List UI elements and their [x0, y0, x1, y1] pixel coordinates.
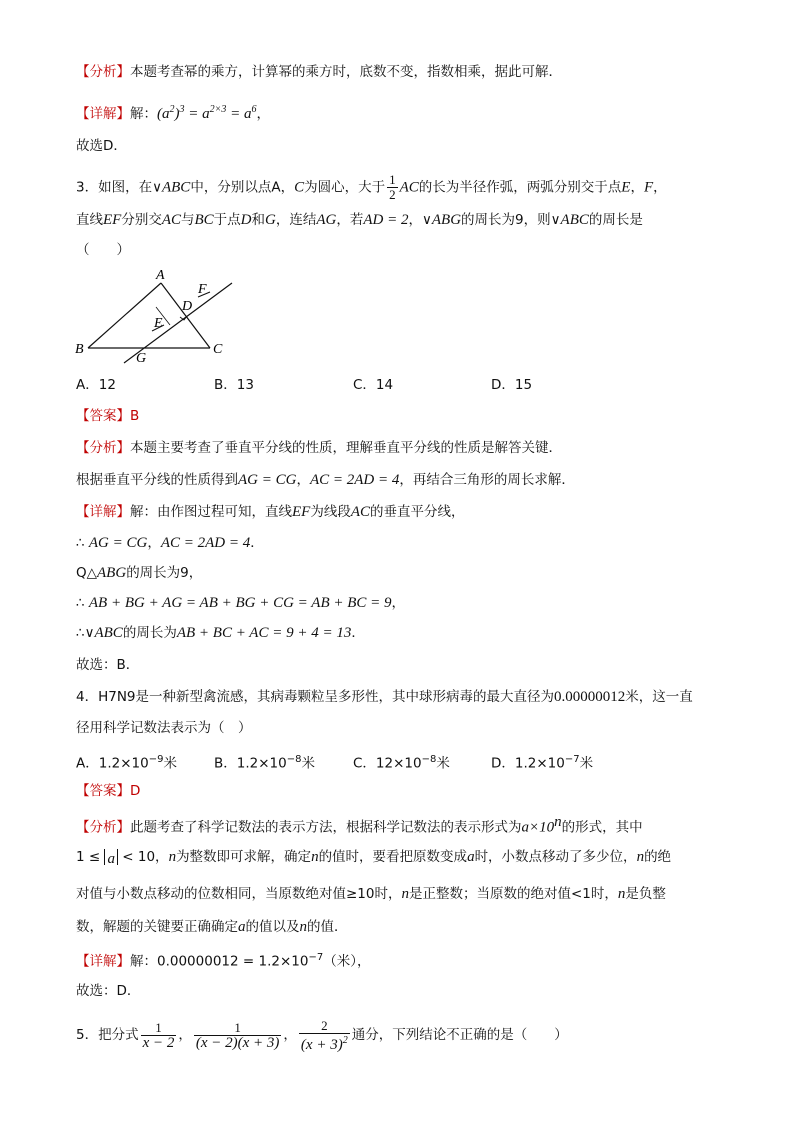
q3-option-a: A．12: [76, 377, 116, 393]
q4-option-b: B．$1.2\times 10^{-8}$米: [214, 754, 315, 772]
q4-conclusion: 故选：D．: [76, 983, 141, 999]
label-f: F: [198, 282, 207, 297]
label-c: C: [213, 342, 223, 357]
q4-analysis-4: 数，解题的关键要正确确定a的值以及n的值．: [76, 919, 348, 935]
q3-analysis-2: 根据垂直平分线的性质得到AG = CG，AC = 2AD = 4，再结合三角形的周长求解．: [76, 472, 575, 488]
fraction-3: $\frac{2}{(x + 3)^2}$: [300, 1017, 348, 1053]
q4-analysis-1: 【分析】此题考查了科学记数法的表示方法，根据科学记数法的表示形式为$a\times 10^n$的形式，其中: [76, 814, 643, 836]
q3-stem-line3: （ ）: [76, 242, 130, 258]
q3-step-2: Q△ABG的周长为9，: [76, 565, 203, 581]
fraction-2: $\frac{1}{(x - 2)(x + 3)}$: [195, 1019, 280, 1051]
analysis-tag: 【分析】: [76, 64, 130, 80]
q4-analysis-3: 对值与小数点移动的位数相同，当原数绝对值≥10时，n是正整数；当原数的绝对值<1时，n是负整: [76, 886, 666, 902]
label-e: E: [154, 316, 163, 331]
detail-tag: 【详解】: [76, 106, 130, 122]
q4-analysis-2: 1 ≤ a < 10，n为整数即可求解，确定n的值时，要看把原数变成a时，小数点移动了多少位，n的绝: [76, 849, 672, 867]
q3-option-c: C．14: [353, 377, 394, 393]
label-b: B: [75, 342, 84, 357]
q3-step-3: ∴ AB + BG + AG = AB + BG + CG = AB + BC = 9，: [76, 595, 406, 611]
label-a: A: [156, 268, 165, 283]
q2-analysis: 【分析】本题考查幂的乘方，计算幂的乘方时，底数不变，指数相乘，据此可解．: [76, 64, 562, 80]
q3-step-4: ∴∨ABC的周长为AB + BC + AC = 9 + 4 = 13．: [76, 625, 365, 641]
q3-detail-1: 【详解】解：由作图过程可知，直线EF为线段AC的垂直平分线，: [76, 504, 465, 520]
q3-stem-line2: 直线EF分别交AC与BC于点D和G，连结AG，若AD = 2，∨ABG的周长为9，则∨ABC的周长是: [76, 212, 643, 228]
q3-conclusion: 故选：B．: [76, 657, 140, 673]
label-d: D: [182, 299, 193, 314]
label-g: G: [136, 351, 147, 366]
fraction-1: $\frac{1}{x - 2}$: [142, 1019, 175, 1051]
q4-answer: 【答案】D: [76, 783, 141, 799]
q4-detail: 【详解】解：$0.00000012 = 1.2\times 10^{-7}$（米），: [76, 952, 371, 970]
q2-detail: 【详解】解：$(a^2)^3 = a^{2\times 3} = a^6$，: [76, 104, 270, 122]
q4-option-d: D．$1.2\times 10^{-7}$米: [491, 754, 594, 772]
q4-option-c: C．$12\times 10^{-8}$米: [353, 754, 450, 772]
q3-analysis-1: 【分析】本题主要考查了垂直平分线的性质，理解垂直平分线的性质是解答关键．: [76, 440, 562, 456]
q3-stem-line1: 3．如图，在∨ABC中，分别以点A，C为圆心，大于 $\frac{1}{2}$ AC的长为半径作弧，两弧分别交于点E，F，: [76, 172, 667, 202]
q3-answer: 【答案】B: [76, 408, 140, 424]
q4-stem-line1: 4．H7N9是一种新型禽流感，其病毒颗粒呈多形性，其中球形病毒的最大直径为0.00000012米，这一直: [76, 689, 693, 705]
q3-option-d: D．15: [491, 377, 533, 393]
q5-stem: 5．把分式 $\frac{1}{x - 2}$ ， $\frac{1}{(x - 2)(x + 3)}$ ， $\frac{2}{(x + 3)^2}$ 通分，下列结论不正确的是（ ）: [76, 1017, 568, 1053]
q2-conclusion: 故选D．: [76, 138, 127, 154]
triangle-figure: [70, 265, 245, 370]
fraction-half: $\frac{1}{2}$: [389, 172, 396, 202]
q4-stem-line2: 径用科学记数法表示为（ ）: [76, 720, 252, 736]
q4-option-a: A．$1.2\times 10^{-9}$米: [76, 754, 177, 772]
segment-ab: [88, 283, 161, 348]
q3-option-b: B．13: [214, 377, 254, 393]
q3-step-1: ∴ AG = CG，AC = 2AD = 4．: [76, 535, 264, 551]
